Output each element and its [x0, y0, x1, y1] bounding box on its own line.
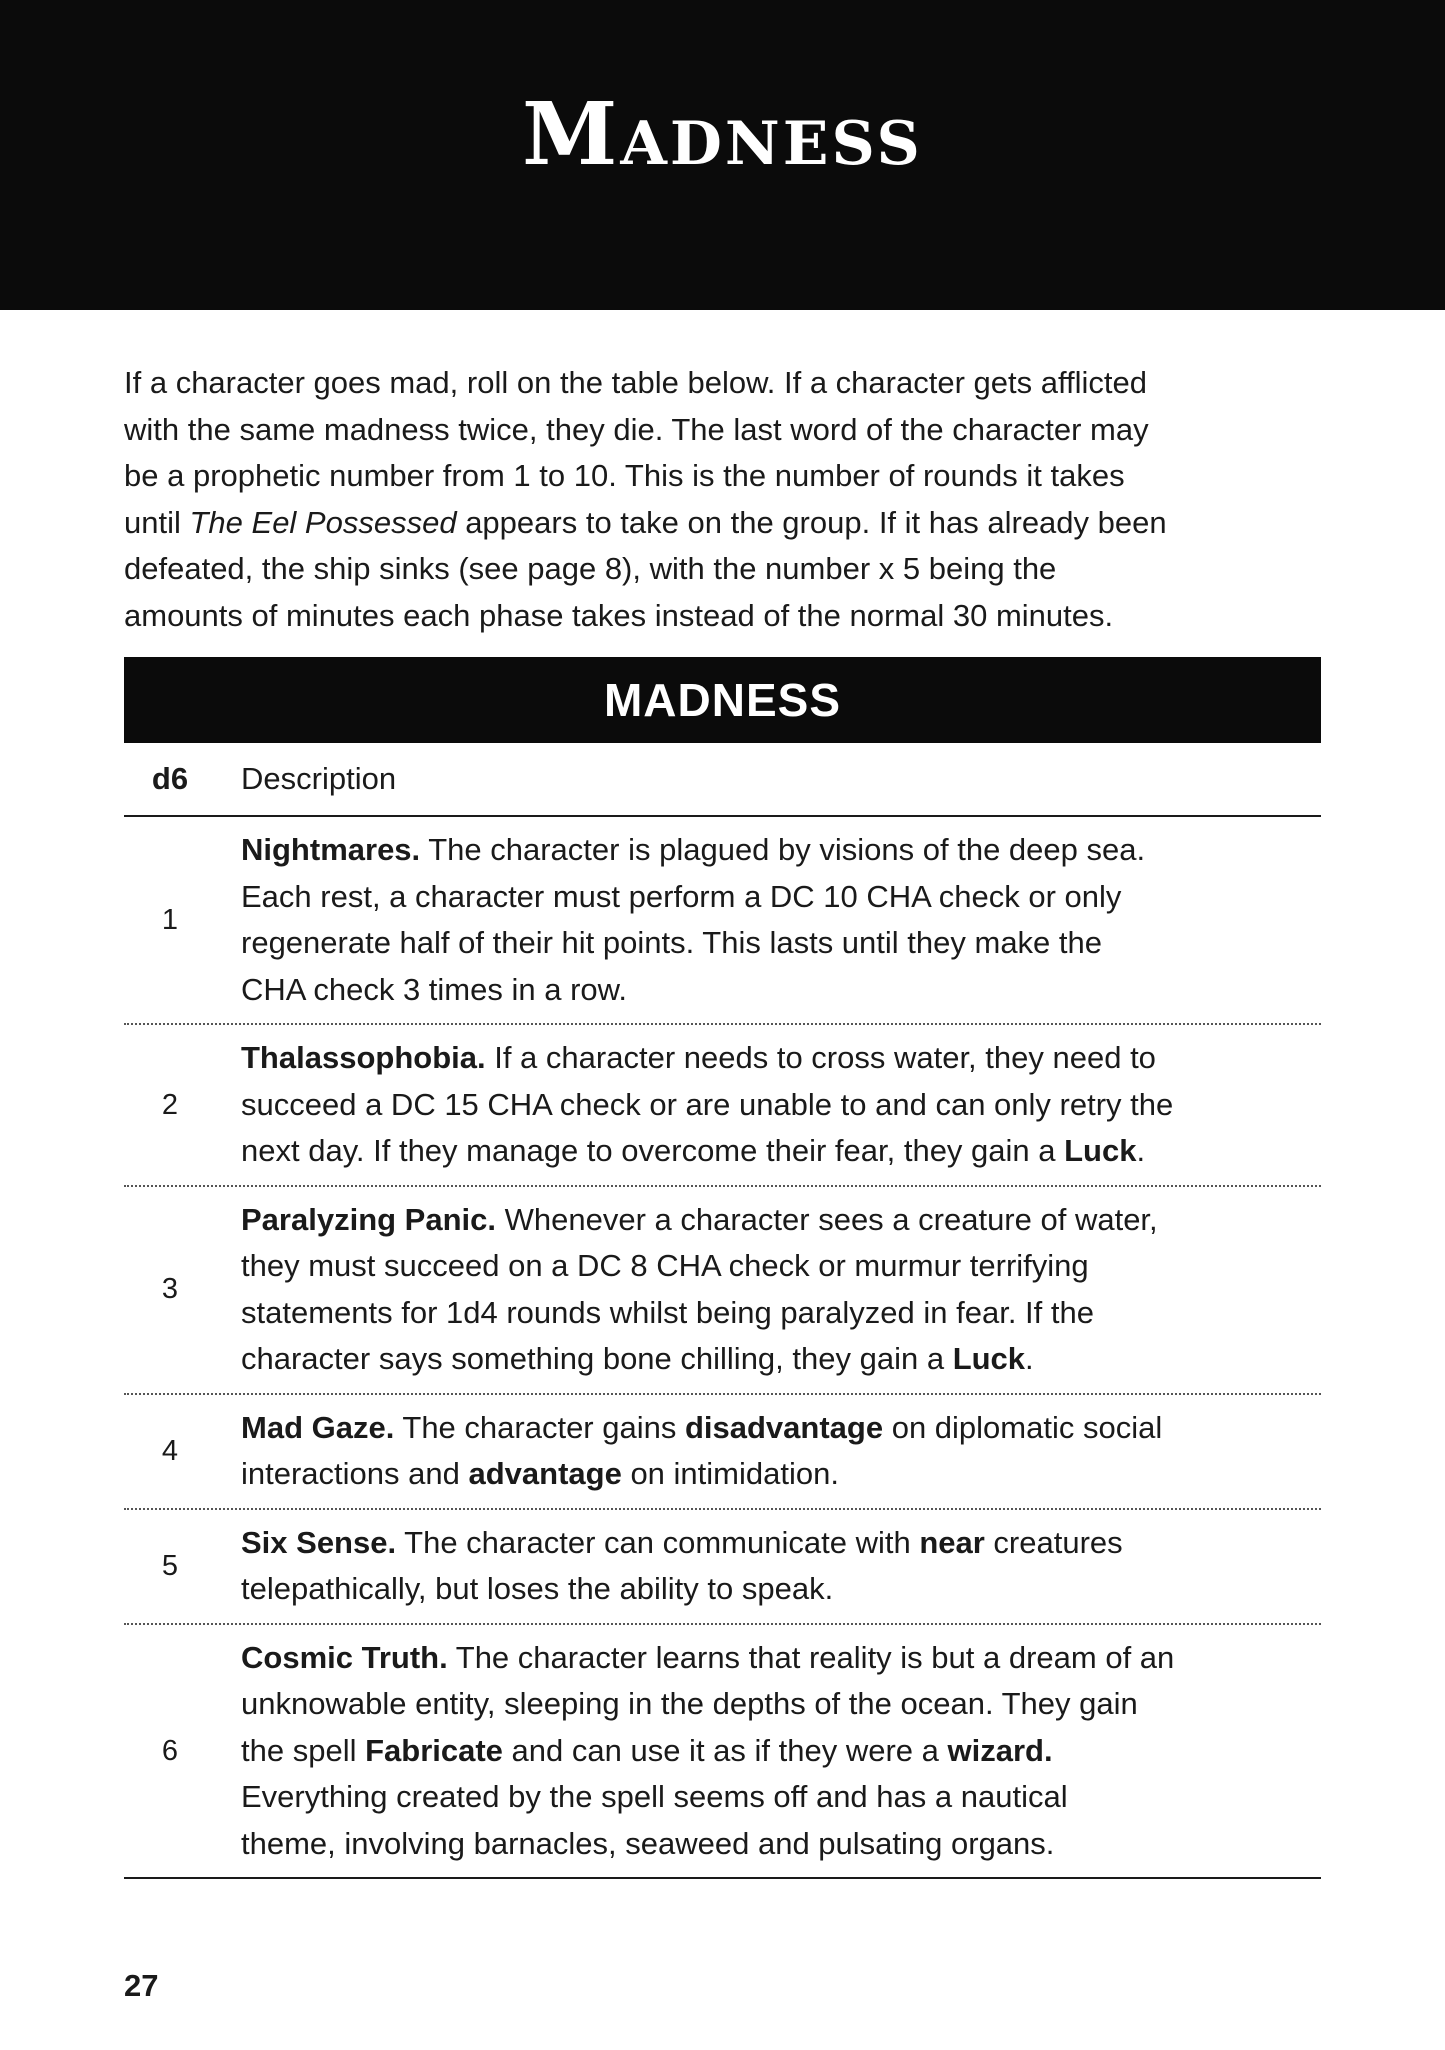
ship-name: The Eel Possessed	[189, 504, 457, 540]
madness-name: Six Sense.	[241, 1524, 397, 1560]
desc-text: character says something bone chilling, they gain a	[241, 1341, 953, 1376]
madness-table	[124, 743, 1321, 1879]
desc-text: next day. If they manage to overcome their fear, they gain a	[241, 1133, 1065, 1168]
desc-text: The character is plagued by visions of the deep sea.	[420, 832, 1146, 867]
desc-text: interactions and	[241, 1456, 469, 1491]
roll-number: 6	[161, 1734, 179, 1767]
table-row	[124, 1510, 1321, 1625]
desc-text: .	[1136, 1133, 1146, 1168]
keyword: Luck	[1064, 1133, 1137, 1168]
row-description	[216, 1625, 1321, 1878]
page-title: Madness	[522, 84, 923, 185]
intro-paragraph	[124, 360, 1324, 639]
desc-text: Each rest, a character must perform a DC 10 CHA check or only	[241, 878, 1122, 914]
table-row	[124, 1395, 1321, 1510]
intro-line: with the same madness twice, they die. The last word of the character may	[124, 411, 1149, 447]
intro-line: defeated, the ship sinks (see page 8), with the number x 5 being the	[124, 551, 1057, 586]
roll-number: 1	[161, 903, 179, 936]
table-banner: MADNESS	[124, 657, 1321, 743]
desc-text: the spell	[241, 1732, 366, 1768]
keyword: near	[919, 1524, 985, 1560]
intro-line: be a prophetic number from 1 to 10. This is the number of rounds it takes	[124, 458, 1125, 493]
madness-name: Nightmares.	[241, 832, 421, 867]
row-description	[216, 1510, 1321, 1623]
madness-name: Cosmic Truth.	[241, 1639, 448, 1675]
table-header	[124, 743, 1321, 817]
row-description	[216, 817, 1321, 1023]
intro-line: amounts of minutes each phase takes instead of the normal 30 minutes.	[124, 597, 1114, 633]
table-row	[124, 1625, 1321, 1880]
table-row	[124, 1025, 1321, 1187]
madness-name: Mad Gaze.	[241, 1409, 395, 1445]
header-description: Description	[241, 760, 397, 796]
roll-number: 3	[161, 1273, 179, 1306]
keyword: Fabricate	[365, 1732, 503, 1768]
intro-text: appears to take on the group. If it has already been	[456, 504, 1167, 540]
desc-text: on intimidation.	[621, 1456, 839, 1491]
table-row	[124, 1187, 1321, 1395]
row-description	[216, 1395, 1321, 1508]
row-description	[216, 1187, 1321, 1393]
desc-text: telepathically, but loses the ability to speak.	[241, 1571, 834, 1606]
table-row	[124, 817, 1321, 1025]
desc-text: creatures	[984, 1524, 1123, 1560]
desc-text: and can use it as if they were a	[502, 1732, 948, 1768]
desc-text: Whenever a character sees a creature of water,	[496, 1201, 1158, 1237]
intro-line	[124, 500, 1324, 547]
desc-text: The character can communicate with	[396, 1524, 920, 1560]
keyword: advantage	[468, 1456, 622, 1491]
madness-name: Paralyzing Panic.	[241, 1201, 496, 1237]
intro-line: If a character goes mad, roll on the table below. If a character gets afflicted	[124, 365, 1147, 400]
desc-text: The character gains	[394, 1409, 685, 1445]
desc-text: .	[1025, 1341, 1034, 1376]
desc-text: succeed a DC 15 CHA check or are unable to and can only retry the	[241, 1086, 1174, 1122]
keyword: wizard.	[947, 1732, 1053, 1768]
keyword: disadvantage	[684, 1409, 884, 1445]
desc-text: Everything created by the spell seems off and has a nautical	[241, 1779, 1068, 1814]
desc-text: CHA check 3 times in a row.	[241, 971, 627, 1007]
roll-number: 5	[161, 1549, 179, 1582]
roll-number: 2	[161, 1088, 179, 1121]
desc-text: The character learns that reality is but a dream of an	[447, 1639, 1175, 1675]
desc-text: they must succeed on a DC 8 CHA check or murmur terrifying	[241, 1248, 1089, 1283]
desc-text: statements for 1d4 rounds whilst being paralyzed in fear. If the	[241, 1294, 1094, 1330]
desc-text: theme, involving barnacles, seaweed and pulsating organs.	[241, 1825, 1055, 1861]
intro-text: until	[124, 504, 190, 540]
desc-text: unknowable entity, sleeping in the depths of the ocean. They gain	[241, 1686, 1138, 1721]
header-die: d6	[151, 760, 189, 796]
desc-text: If a character needs to cross water, they need to	[485, 1040, 1156, 1075]
madness-name: Thalassophobia.	[241, 1040, 486, 1075]
desc-text: on diplomatic social	[883, 1409, 1163, 1445]
keyword: Luck	[952, 1341, 1026, 1376]
page-number: 27	[124, 1968, 159, 2003]
roll-number: 4	[161, 1434, 179, 1467]
row-description	[216, 1025, 1321, 1185]
desc-text: regenerate half of their hit points. This lasts until they make the	[241, 925, 1103, 960]
